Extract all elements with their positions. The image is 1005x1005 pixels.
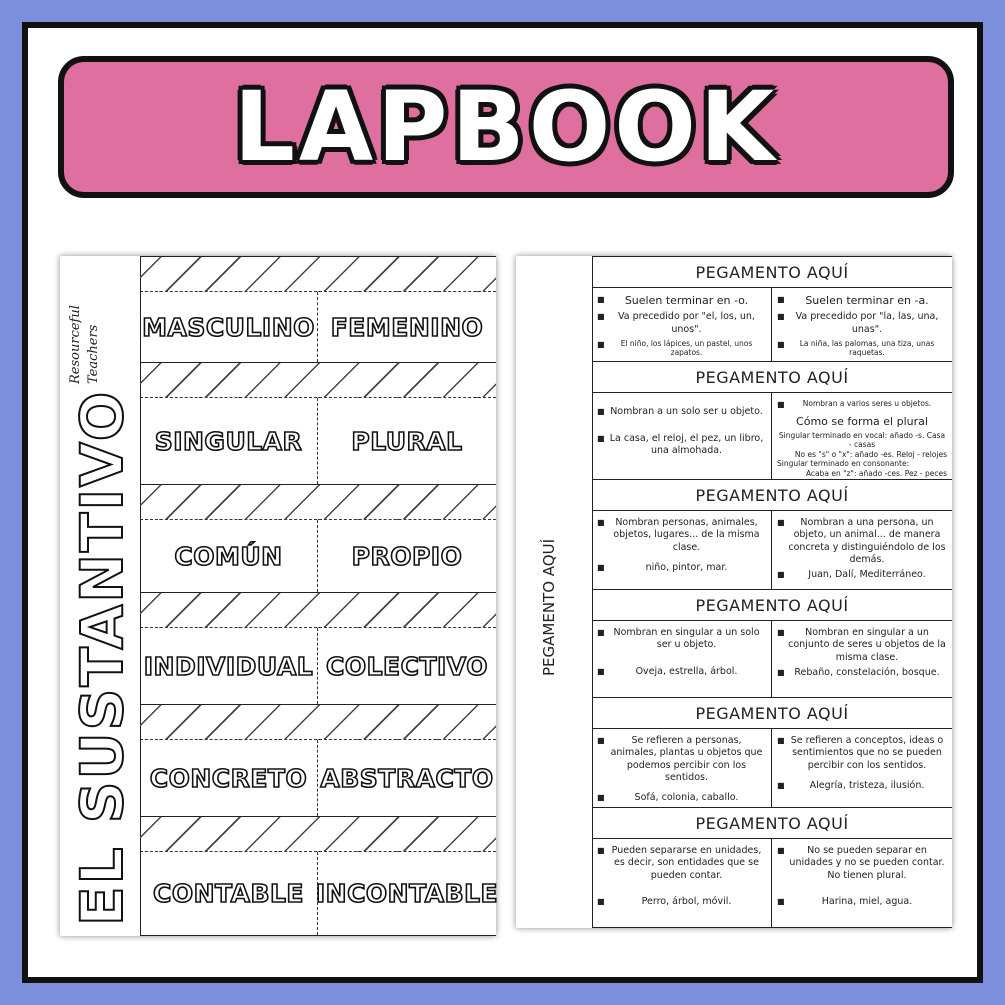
definition-line: Oveja, estrella, árbol.	[635, 665, 738, 677]
definition-line: Se refieren a personas, animales, plantas u objetos que podemos percibir con los sentidos.	[610, 735, 763, 784]
definition-line: No se pueden separar en unidades y no se pueden contar. No tienen plural.	[789, 845, 945, 881]
definition-line: Juan, Dalí, Mediterráneo.	[808, 569, 926, 581]
definition-section	[592, 480, 952, 590]
hatch-strip	[140, 362, 496, 398]
glue-header: PEGAMENTO AQUÍ	[592, 808, 952, 839]
word-label: PLURAL	[351, 426, 463, 456]
plural-subheading: Cómo se forma el plural	[796, 414, 928, 428]
definition-line: La casa, el reloj, el pez, un libro, una almohada.	[609, 432, 764, 457]
banner-title: LAPBOOK	[233, 71, 779, 183]
definition-right: ■ Suelen terminar en -a. ■ Va precedido por "la, las, una, unas". ■ La niña, las palomas, una tiza, unas raquetas.	[772, 288, 952, 362]
definition-section	[592, 590, 952, 698]
glue-strip	[516, 256, 593, 928]
word-label: FEMENINO	[330, 312, 484, 342]
word-cell[interactable]	[318, 740, 496, 816]
word-cell[interactable]	[140, 398, 318, 484]
glue-strip-label: PEGAMENTO AQUÍ	[540, 539, 558, 676]
definition-section	[592, 698, 952, 808]
word-row	[140, 398, 496, 484]
definition-line: La niña, las palomas, una tiza, unas raquetas.	[799, 338, 935, 358]
definition-line: Se refieren a conceptos, ideas o sentimientos que no se pueden percibir con los sentidos.	[790, 735, 944, 771]
word-row	[140, 292, 496, 362]
word-cell[interactable]	[318, 292, 496, 362]
definition-right: ■ Nombran a una persona, un objeto, un animal... de manera concreta y distinguiéndolo de los demás. ■ Juan, Dalí, Mediterráneo.	[777, 517, 946, 581]
word-row	[140, 852, 499, 936]
word-cell[interactable]	[140, 292, 318, 362]
credit	[66, 266, 126, 386]
definition-line: Nombran a un solo ser u objeto.	[610, 406, 763, 417]
definition-line: Va precedido por "la, las, una, unas".	[795, 311, 939, 335]
definition-line: niño, pintor, mar.	[645, 562, 728, 574]
glue-header: PEGAMENTO AQUÍ	[592, 362, 952, 393]
definition-right: ■ Nombran a varios seres u objetos. Cómo se forma el plural Singular terminado en vocal: añado -s. Casa - casas No es "s" o "x": añado -es. Reloj - relojes Singular terminado en consonante: Acaba en "z": añado -ces. Pez - peces	[777, 399, 947, 478]
definition-line: Alegría, tristeza, ilusión.	[809, 780, 925, 792]
definition-right: ■ No se pueden separar en unidades y no se pueden contar. No tienen plural. ■ Harina, miel, agua.	[772, 839, 952, 927]
cutout-sheet	[60, 256, 499, 936]
word-row	[140, 520, 496, 592]
page-frame	[22, 22, 983, 983]
word-label: INCONTABLE	[315, 879, 499, 908]
word-cell[interactable]	[318, 520, 496, 592]
word-label: COLECTIVO	[326, 651, 488, 681]
definition-line: Va precedido por "el, los, un, unos".	[618, 311, 755, 335]
definition-line: El niño, los lápices, un pastel, unos zapatos.	[620, 338, 753, 358]
definition-right: ■ Se refieren a conceptos, ideas o sentimientos que no se pueden percibir con los sentidos. ■ Alegría, tristeza, ilusión.	[772, 729, 952, 807]
plural-rule: Singular terminado en consonante:	[777, 459, 910, 469]
word-row	[140, 740, 496, 816]
definition-section	[592, 362, 952, 480]
side-strip	[60, 256, 141, 936]
definition-line: Pueden separarse en unidades, es decir, son entidades que se pueden contar.	[611, 845, 762, 881]
definition-line: Nombran a varios seres u objetos.	[802, 399, 932, 408]
credit-line-2: Teachers	[86, 324, 101, 384]
definitions-grid	[592, 256, 952, 928]
word-label: CONCRETO	[149, 763, 308, 793]
definition-left: ■ Nombran a un solo ser u objeto. ■ La casa, el reloj, el pez, un libro, una almohada.	[592, 393, 772, 479]
definition-left: ■ Suelen terminar en -o. ■ Va precedido por "el, los, un, unos". ■ El niño, los lápices, un pastel, unos zapatos.	[592, 288, 772, 362]
definition-line: Nombran a una persona, un objeto, un animal... de manera concreta y distinguiéndolo de los demás.	[788, 517, 946, 566]
credit-line-1: Resourceful	[68, 305, 83, 384]
hatch-strip	[140, 816, 496, 852]
hatch-strip	[140, 256, 496, 292]
word-row	[140, 628, 496, 704]
definition-right: ■ Nombran en singular a un conjunto de seres u objetos de la misma clase. ■ Rebaño, constelación, bosque.	[777, 627, 946, 679]
word-label: PROPIO	[351, 541, 463, 571]
definition-section	[592, 256, 952, 362]
definition-line: Nombran personas, animales, objetos, lugares... de la misma clase.	[613, 517, 760, 553]
word-cell[interactable]	[140, 628, 318, 704]
definition-line: Nombran en singular a un conjunto de seres u objetos de la misma clase.	[788, 627, 946, 663]
word-label: SINGULAR	[154, 426, 303, 456]
definition-line: Nombran en singular a un solo ser u objeto.	[613, 627, 760, 651]
word-label: ABSTRACTO	[320, 763, 494, 793]
glue-header: PEGAMENTO AQUÍ	[592, 698, 952, 729]
definition-left: ■ Pueden separarse en unidades, es decir, son entidades que se pueden contar. ■ Perro, árbol, móvil.	[592, 839, 772, 927]
title-banner	[58, 56, 954, 198]
word-cell[interactable]	[140, 852, 318, 935]
word-cell[interactable]	[315, 852, 499, 935]
word-cell[interactable]	[318, 398, 496, 484]
definition-line: Perro, árbol, móvil.	[641, 896, 732, 908]
word-cell[interactable]	[140, 740, 318, 816]
definition-line: Suelen terminar en -a.	[805, 294, 929, 307]
definition-section	[592, 808, 952, 928]
definition-left: ■ Se refieren a personas, animales, plantas u objetos que podemos percibir con los sentidos. ■ Sofá, colonia, caballo.	[592, 729, 772, 807]
plural-rule: No es "s" o "x": añado -es. Reloj - relojes	[794, 449, 947, 459]
definitions-sheet	[516, 256, 952, 928]
definition-line: Suelen terminar en -o.	[624, 294, 749, 307]
hatch-strip	[140, 484, 496, 520]
glue-header: PEGAMENTO AQUÍ	[592, 480, 952, 511]
word-label: INDIVIDUAL	[143, 651, 314, 681]
word-label: CONTABLE	[152, 879, 305, 908]
side-title: EL SUSTANTIVO	[68, 389, 136, 926]
word-label: MASCULINO	[142, 312, 315, 342]
definition-left: ■ Nombran en singular a un solo ser u objeto. ■ Oveja, estrella, árbol.	[592, 621, 772, 697]
word-cell[interactable]	[140, 520, 318, 592]
word-cell[interactable]	[318, 628, 496, 704]
definition-line: Rebaño, constelación, bosque.	[794, 667, 940, 679]
glue-header: PEGAMENTO AQUÍ	[592, 257, 952, 288]
definition-line: Sofá, colonia, caballo.	[634, 792, 739, 804]
definition-left: ■ Nombran personas, animales, objetos, lugares... de la misma clase. ■ niño, pintor, mar.	[592, 511, 772, 589]
hatch-strip	[140, 704, 496, 740]
plural-rule: Acaba en "z": añado -ces. Pez - peces	[805, 468, 947, 478]
word-label: COMÚN	[174, 541, 283, 571]
glue-header: PEGAMENTO AQUÍ	[592, 590, 952, 621]
hatch-strip	[140, 592, 496, 628]
plural-rule: Singular terminado en vocal: añado -s. Casa - casas	[778, 431, 946, 450]
definition-line: Harina, miel, agua.	[821, 896, 913, 908]
word-grid	[140, 256, 499, 936]
